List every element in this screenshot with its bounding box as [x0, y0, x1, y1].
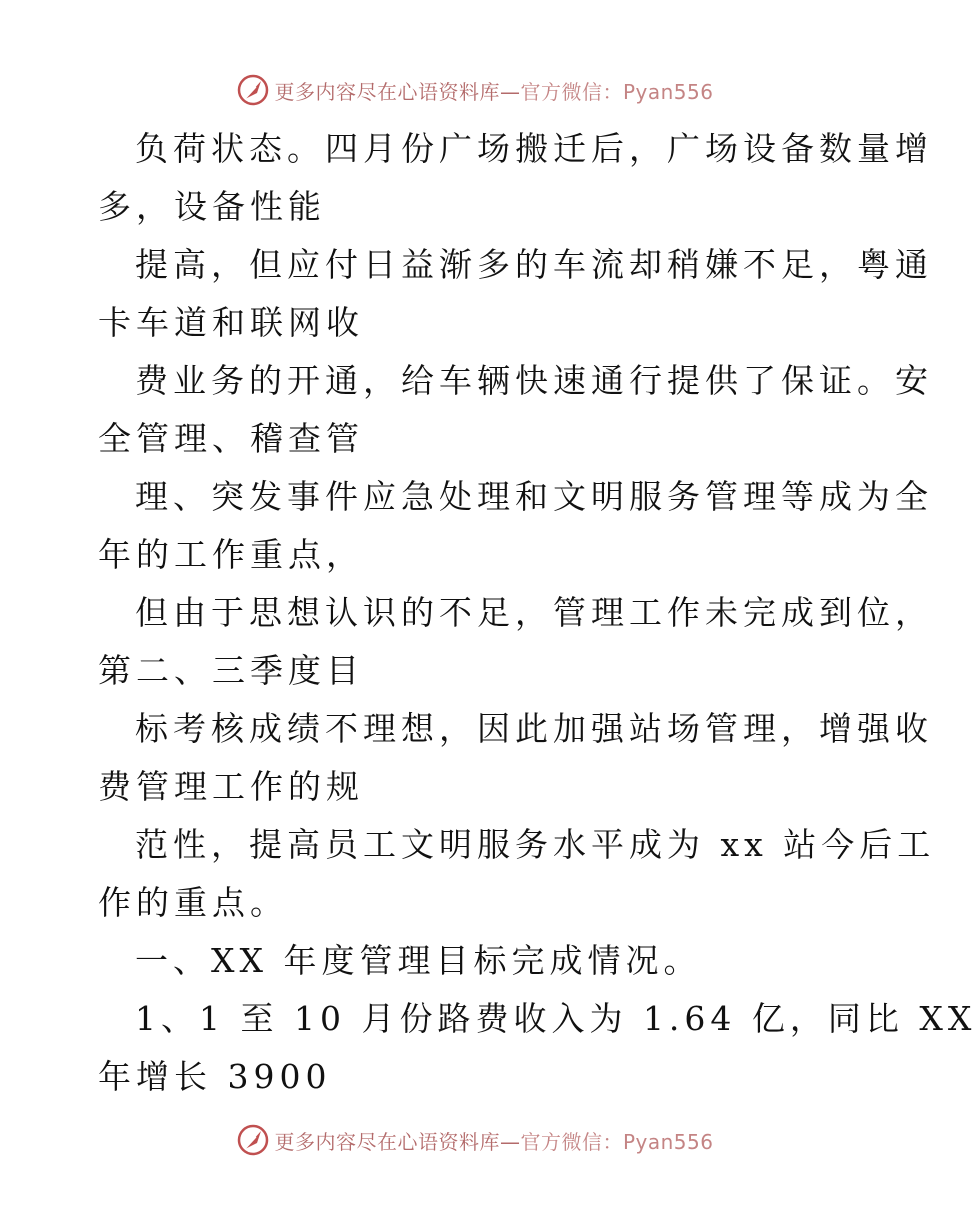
- banner-text: [274, 1126, 713, 1155]
- banner-site-text: 更多内容尽在心语资料库—: [274, 1129, 521, 1154]
- text-line: 一、XX 年度管理目标完成情况。: [135, 941, 702, 980]
- text-line: 年增长 3900: [98, 1057, 332, 1096]
- feather-pen-logo-icon: [236, 73, 270, 107]
- text-line: 范性，提高员工文明服务水平成为 xx 站今后工: [135, 825, 936, 864]
- text-line: 费业务的开通，给车辆快速通行提供了保证。安: [135, 361, 933, 400]
- text-line: 负荷状态。四月份广场搬迁后，广场设备数量增: [135, 129, 933, 168]
- text-line: 作的重点。: [98, 883, 288, 922]
- text-line: 卡车道和联网收: [98, 303, 364, 342]
- text-line: 费管理工作的规: [98, 767, 364, 806]
- text-line: 理、突发事件应急处理和文明服务管理等成为全: [135, 477, 933, 516]
- text-line: 提高，但应付日益渐多的车流却稍嫌不足，粤通: [135, 245, 933, 284]
- footer-banner: [0, 1120, 950, 1160]
- text-line: 年的工作重点，: [98, 535, 364, 574]
- document-body: [98, 120, 976, 1106]
- text-line: 但由于思想认识的不足，管理工作未完成到位，: [135, 593, 933, 632]
- banner-wechat-text: 官方微信：Pyan556: [520, 1129, 714, 1154]
- banner-wechat-text: 官方微信：Pyan556: [520, 79, 714, 104]
- feather-pen-logo-icon: [236, 1123, 270, 1157]
- banner-site-text: 更多内容尽在心语资料库—: [274, 79, 521, 104]
- text-line: 1、1 至 10 月份路费收入为 1.64 亿，同比 XX: [135, 999, 976, 1038]
- text-line: 多，设备性能: [98, 187, 326, 226]
- header-banner: [0, 70, 950, 110]
- text-line: 全管理、稽查管: [98, 419, 364, 458]
- text-line: 标考核成绩不理想，因此加强站场管理，增强收: [135, 709, 933, 748]
- text-line: 第二、三季度目: [98, 651, 364, 690]
- banner-text: [274, 76, 713, 105]
